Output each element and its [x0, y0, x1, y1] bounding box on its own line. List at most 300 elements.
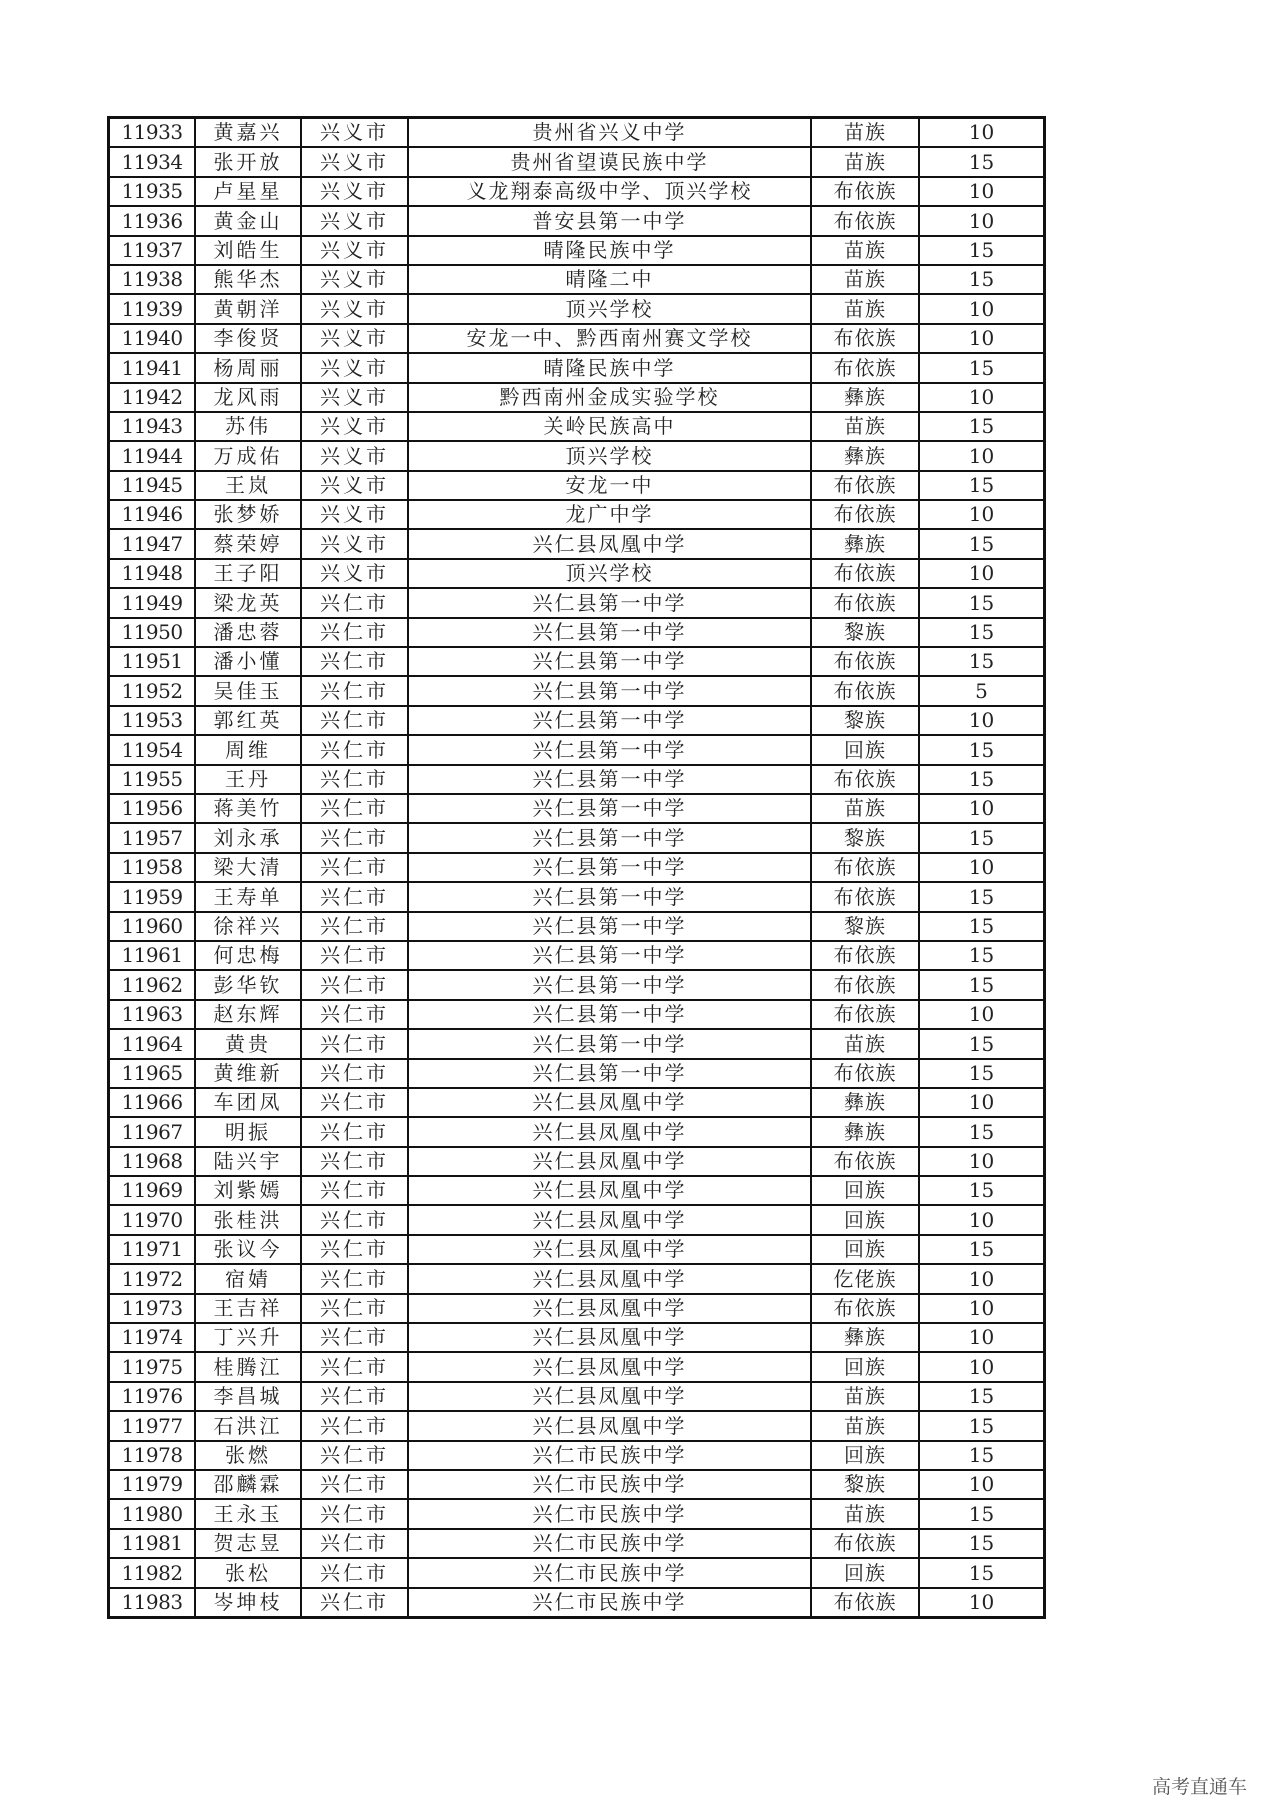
name-cell: 郭红英 — [195, 706, 301, 735]
city-cell: 兴义市 — [301, 206, 408, 235]
ethnicity-cell: 布依族 — [811, 471, 919, 500]
table-row — [109, 383, 1045, 412]
table-row — [109, 441, 1045, 470]
score-cell: 15 — [919, 1235, 1045, 1264]
school-cell: 安龙一中、黔西南州赛文学校 — [408, 324, 811, 353]
score-cell: 10 — [919, 206, 1045, 235]
name-cell: 龙风雨 — [195, 383, 301, 412]
score-cell: 10 — [919, 794, 1045, 823]
id-cell: 11970 — [109, 1205, 196, 1234]
table-row — [109, 676, 1045, 705]
city-cell: 兴仁市 — [301, 1323, 408, 1352]
table-row — [109, 1294, 1045, 1323]
ethnicity-cell: 布依族 — [811, 206, 919, 235]
school-cell: 兴仁市民族中学 — [408, 1588, 811, 1618]
city-cell: 兴仁市 — [301, 1294, 408, 1323]
name-cell: 黄贵 — [195, 1029, 301, 1058]
name-cell: 张梦娇 — [195, 500, 301, 529]
name-cell: 李俊贤 — [195, 324, 301, 353]
name-cell: 蔡荣婷 — [195, 529, 301, 558]
school-cell: 兴仁县凤凰中学 — [408, 1411, 811, 1440]
table-row — [109, 1323, 1045, 1352]
city-cell: 兴仁市 — [301, 912, 408, 941]
score-cell: 10 — [919, 706, 1045, 735]
name-cell: 刘紫嫣 — [195, 1176, 301, 1205]
city-cell: 兴仁市 — [301, 1382, 408, 1411]
city-cell: 兴义市 — [301, 324, 408, 353]
school-cell: 兴仁市民族中学 — [408, 1441, 811, 1470]
school-cell: 兴仁县凤凰中学 — [408, 1147, 811, 1176]
table-row — [109, 559, 1045, 588]
roster-table-body — [109, 118, 1045, 1618]
ethnicity-cell: 布依族 — [811, 1529, 919, 1558]
table-row — [109, 647, 1045, 676]
id-cell: 11975 — [109, 1352, 196, 1381]
score-cell: 10 — [919, 177, 1045, 206]
table-row — [109, 1147, 1045, 1176]
id-cell: 11954 — [109, 735, 196, 764]
name-cell: 熊华杰 — [195, 265, 301, 294]
school-cell: 兴仁县第一中学 — [408, 706, 811, 735]
table-row — [109, 529, 1045, 558]
id-cell: 11935 — [109, 177, 196, 206]
name-cell: 张燃 — [195, 1441, 301, 1470]
school-cell: 兴仁县第一中学 — [408, 912, 811, 941]
score-cell: 10 — [919, 441, 1045, 470]
ethnicity-cell: 布依族 — [811, 177, 919, 206]
city-cell: 兴义市 — [301, 529, 408, 558]
table-row — [109, 1117, 1045, 1146]
ethnicity-cell: 苗族 — [811, 412, 919, 441]
name-cell: 王吉祥 — [195, 1294, 301, 1323]
id-cell: 11939 — [109, 294, 196, 323]
city-cell: 兴义市 — [301, 177, 408, 206]
table-row — [109, 853, 1045, 882]
score-cell: 15 — [919, 823, 1045, 852]
score-cell: 15 — [919, 529, 1045, 558]
city-cell: 兴仁市 — [301, 1529, 408, 1558]
name-cell: 杨周丽 — [195, 353, 301, 382]
name-cell: 潘忠蓉 — [195, 618, 301, 647]
table-row — [109, 1411, 1045, 1440]
name-cell: 黄朝洋 — [195, 294, 301, 323]
id-cell: 11969 — [109, 1176, 196, 1205]
table-row — [109, 706, 1045, 735]
ethnicity-cell: 黎族 — [811, 618, 919, 647]
table-row — [109, 794, 1045, 823]
score-cell: 10 — [919, 383, 1045, 412]
table-row — [109, 265, 1045, 294]
ethnicity-cell: 布依族 — [811, 500, 919, 529]
name-cell: 梁龙英 — [195, 588, 301, 617]
city-cell: 兴仁市 — [301, 853, 408, 882]
school-cell: 兴仁县凤凰中学 — [408, 1088, 811, 1117]
city-cell: 兴仁市 — [301, 1411, 408, 1440]
score-cell: 10 — [919, 559, 1045, 588]
id-cell: 11940 — [109, 324, 196, 353]
score-cell: 10 — [919, 1264, 1045, 1293]
city-cell: 兴仁市 — [301, 1235, 408, 1264]
ethnicity-cell: 苗族 — [811, 236, 919, 265]
city-cell: 兴仁市 — [301, 941, 408, 970]
id-cell: 11979 — [109, 1470, 196, 1499]
table-row — [109, 1088, 1045, 1117]
score-cell: 15 — [919, 471, 1045, 500]
id-cell: 11955 — [109, 765, 196, 794]
id-cell: 11968 — [109, 1147, 196, 1176]
school-cell: 贵州省望谟民族中学 — [408, 147, 811, 176]
ethnicity-cell: 苗族 — [811, 118, 919, 148]
school-cell: 普安县第一中学 — [408, 206, 811, 235]
ethnicity-cell: 回族 — [811, 1205, 919, 1234]
id-cell: 11983 — [109, 1588, 196, 1618]
school-cell: 顶兴学校 — [408, 559, 811, 588]
id-cell: 11974 — [109, 1323, 196, 1352]
city-cell: 兴义市 — [301, 441, 408, 470]
score-cell: 15 — [919, 236, 1045, 265]
score-cell: 15 — [919, 735, 1045, 764]
ethnicity-cell: 黎族 — [811, 1470, 919, 1499]
school-cell: 兴仁县第一中学 — [408, 794, 811, 823]
score-cell: 15 — [919, 1441, 1045, 1470]
id-cell: 11958 — [109, 853, 196, 882]
ethnicity-cell: 苗族 — [811, 1382, 919, 1411]
name-cell: 王子阳 — [195, 559, 301, 588]
name-cell: 贺志昱 — [195, 1529, 301, 1558]
city-cell: 兴仁市 — [301, 970, 408, 999]
city-cell: 兴义市 — [301, 353, 408, 382]
id-cell: 11943 — [109, 412, 196, 441]
city-cell: 兴仁市 — [301, 1264, 408, 1293]
id-cell: 11945 — [109, 471, 196, 500]
school-cell: 兴仁县第一中学 — [408, 882, 811, 911]
score-cell: 15 — [919, 1059, 1045, 1088]
ethnicity-cell: 回族 — [811, 1352, 919, 1381]
ethnicity-cell: 仡佬族 — [811, 1264, 919, 1293]
city-cell: 兴仁市 — [301, 1441, 408, 1470]
score-cell: 15 — [919, 912, 1045, 941]
id-cell: 11959 — [109, 882, 196, 911]
school-cell: 兴仁县凤凰中学 — [408, 1205, 811, 1234]
city-cell: 兴仁市 — [301, 1588, 408, 1618]
city-cell: 兴仁市 — [301, 1000, 408, 1029]
score-cell: 15 — [919, 1117, 1045, 1146]
ethnicity-cell: 苗族 — [811, 147, 919, 176]
table-row — [109, 1352, 1045, 1381]
ethnicity-cell: 布依族 — [811, 647, 919, 676]
ethnicity-cell: 布依族 — [811, 970, 919, 999]
table-row — [109, 324, 1045, 353]
ethnicity-cell: 彝族 — [811, 1088, 919, 1117]
school-cell: 安龙一中 — [408, 471, 811, 500]
table-row — [109, 471, 1045, 500]
name-cell: 张松 — [195, 1558, 301, 1587]
score-cell: 15 — [919, 765, 1045, 794]
city-cell: 兴义市 — [301, 383, 408, 412]
id-cell: 11977 — [109, 1411, 196, 1440]
watermark: 高考直通车 — [1152, 1776, 1248, 1798]
id-cell: 11952 — [109, 676, 196, 705]
name-cell: 刘永承 — [195, 823, 301, 852]
city-cell: 兴仁市 — [301, 588, 408, 617]
id-cell: 11965 — [109, 1059, 196, 1088]
ethnicity-cell: 布依族 — [811, 1294, 919, 1323]
ethnicity-cell: 彝族 — [811, 529, 919, 558]
ethnicity-cell: 黎族 — [811, 912, 919, 941]
school-cell: 义龙翔泰高级中学、顶兴学校 — [408, 177, 811, 206]
score-cell: 10 — [919, 1323, 1045, 1352]
ethnicity-cell: 回族 — [811, 1235, 919, 1264]
id-cell: 11937 — [109, 236, 196, 265]
name-cell: 王岚 — [195, 471, 301, 500]
school-cell: 关岭民族高中 — [408, 412, 811, 441]
school-cell: 兴仁市民族中学 — [408, 1529, 811, 1558]
score-cell: 10 — [919, 500, 1045, 529]
table-row — [109, 1441, 1045, 1470]
name-cell: 张桂洪 — [195, 1205, 301, 1234]
school-cell: 兴仁县第一中学 — [408, 735, 811, 764]
table-row — [109, 941, 1045, 970]
table-row — [109, 1059, 1045, 1088]
table-row — [109, 177, 1045, 206]
table-row — [109, 1588, 1045, 1618]
id-cell: 11964 — [109, 1029, 196, 1058]
name-cell: 潘小懂 — [195, 647, 301, 676]
school-cell: 兴仁县第一中学 — [408, 676, 811, 705]
score-cell: 15 — [919, 353, 1045, 382]
school-cell: 顶兴学校 — [408, 441, 811, 470]
id-cell: 11946 — [109, 500, 196, 529]
name-cell: 苏伟 — [195, 412, 301, 441]
score-cell: 15 — [919, 941, 1045, 970]
school-cell: 兴仁县第一中学 — [408, 970, 811, 999]
name-cell: 陆兴宇 — [195, 1147, 301, 1176]
school-cell: 兴仁市民族中学 — [408, 1558, 811, 1587]
name-cell: 黄维新 — [195, 1059, 301, 1088]
name-cell: 张开放 — [195, 147, 301, 176]
name-cell: 宿婧 — [195, 1264, 301, 1293]
ethnicity-cell: 布依族 — [811, 353, 919, 382]
school-cell: 兴仁县第一中学 — [408, 823, 811, 852]
score-cell: 15 — [919, 1029, 1045, 1058]
city-cell: 兴仁市 — [301, 1352, 408, 1381]
table-row — [109, 294, 1045, 323]
name-cell: 黄嘉兴 — [195, 118, 301, 148]
table-row — [109, 735, 1045, 764]
city-cell: 兴仁市 — [301, 1499, 408, 1528]
name-cell: 张议今 — [195, 1235, 301, 1264]
id-cell: 11971 — [109, 1235, 196, 1264]
city-cell: 兴仁市 — [301, 1117, 408, 1146]
name-cell: 石洪江 — [195, 1411, 301, 1440]
id-cell: 11942 — [109, 383, 196, 412]
id-cell: 11980 — [109, 1499, 196, 1528]
school-cell: 兴仁市民族中学 — [408, 1499, 811, 1528]
name-cell: 明振 — [195, 1117, 301, 1146]
name-cell: 卢星星 — [195, 177, 301, 206]
score-cell: 10 — [919, 324, 1045, 353]
ethnicity-cell: 布依族 — [811, 324, 919, 353]
ethnicity-cell: 布依族 — [811, 853, 919, 882]
ethnicity-cell: 布依族 — [811, 676, 919, 705]
score-cell: 5 — [919, 676, 1045, 705]
ethnicity-cell: 彝族 — [811, 1117, 919, 1146]
city-cell: 兴义市 — [301, 559, 408, 588]
table-row — [109, 1382, 1045, 1411]
name-cell: 车团凤 — [195, 1088, 301, 1117]
roster-table — [107, 116, 1046, 1619]
ethnicity-cell: 苗族 — [811, 1499, 919, 1528]
table-row — [109, 1000, 1045, 1029]
school-cell: 兴仁县第一中学 — [408, 853, 811, 882]
id-cell: 11947 — [109, 529, 196, 558]
table-row — [109, 353, 1045, 382]
ethnicity-cell: 彝族 — [811, 441, 919, 470]
ethnicity-cell: 布依族 — [811, 559, 919, 588]
table-row — [109, 618, 1045, 647]
id-cell: 11953 — [109, 706, 196, 735]
table-row — [109, 970, 1045, 999]
id-cell: 11951 — [109, 647, 196, 676]
city-cell: 兴义市 — [301, 294, 408, 323]
ethnicity-cell: 布依族 — [811, 1059, 919, 1088]
table-row — [109, 1558, 1045, 1587]
city-cell: 兴仁市 — [301, 1470, 408, 1499]
school-cell: 兴仁县凤凰中学 — [408, 1323, 811, 1352]
school-cell: 顶兴学校 — [408, 294, 811, 323]
score-cell: 10 — [919, 853, 1045, 882]
school-cell: 晴隆民族中学 — [408, 353, 811, 382]
city-cell: 兴仁市 — [301, 618, 408, 647]
name-cell: 丁兴升 — [195, 1323, 301, 1352]
school-cell: 兴仁县凤凰中学 — [408, 1235, 811, 1264]
school-cell: 兴仁县凤凰中学 — [408, 1352, 811, 1381]
city-cell: 兴仁市 — [301, 765, 408, 794]
score-cell: 10 — [919, 1088, 1045, 1117]
score-cell: 15 — [919, 882, 1045, 911]
ethnicity-cell: 彝族 — [811, 1323, 919, 1352]
table-row — [109, 1470, 1045, 1499]
city-cell: 兴义市 — [301, 236, 408, 265]
school-cell: 兴仁县第一中学 — [408, 1029, 811, 1058]
city-cell: 兴仁市 — [301, 823, 408, 852]
city-cell: 兴仁市 — [301, 1205, 408, 1234]
score-cell: 15 — [919, 147, 1045, 176]
id-cell: 11957 — [109, 823, 196, 852]
city-cell: 兴仁市 — [301, 1147, 408, 1176]
city-cell: 兴仁市 — [301, 735, 408, 764]
city-cell: 兴仁市 — [301, 1558, 408, 1587]
school-cell: 兴仁县第一中学 — [408, 1000, 811, 1029]
school-cell: 龙广中学 — [408, 500, 811, 529]
school-cell: 兴仁市民族中学 — [408, 1470, 811, 1499]
id-cell: 11962 — [109, 970, 196, 999]
name-cell: 赵东辉 — [195, 1000, 301, 1029]
city-cell: 兴义市 — [301, 118, 408, 148]
ethnicity-cell: 回族 — [811, 1441, 919, 1470]
school-cell: 兴仁县凤凰中学 — [408, 1264, 811, 1293]
score-cell: 10 — [919, 1205, 1045, 1234]
school-cell: 兴仁县第一中学 — [408, 1059, 811, 1088]
table-row — [109, 588, 1045, 617]
score-cell: 10 — [919, 1147, 1045, 1176]
city-cell: 兴仁市 — [301, 1059, 408, 1088]
name-cell: 吴佳玉 — [195, 676, 301, 705]
id-cell: 11961 — [109, 941, 196, 970]
ethnicity-cell: 黎族 — [811, 823, 919, 852]
table-row — [109, 1235, 1045, 1264]
score-cell: 10 — [919, 294, 1045, 323]
name-cell: 何忠梅 — [195, 941, 301, 970]
ethnicity-cell: 黎族 — [811, 706, 919, 735]
id-cell: 11949 — [109, 588, 196, 617]
school-cell: 贵州省兴义中学 — [408, 118, 811, 148]
table-row — [109, 912, 1045, 941]
score-cell: 10 — [919, 1352, 1045, 1381]
id-cell: 11973 — [109, 1294, 196, 1323]
id-cell: 11960 — [109, 912, 196, 941]
score-cell: 15 — [919, 1176, 1045, 1205]
city-cell: 兴义市 — [301, 147, 408, 176]
id-cell: 11933 — [109, 118, 196, 148]
school-cell: 黔西南州金成实验学校 — [408, 383, 811, 412]
ethnicity-cell: 苗族 — [811, 1411, 919, 1440]
ethnicity-cell: 布依族 — [811, 765, 919, 794]
city-cell: 兴仁市 — [301, 647, 408, 676]
table-row — [109, 118, 1045, 148]
school-cell: 兴仁县第一中学 — [408, 941, 811, 970]
score-cell: 10 — [919, 1588, 1045, 1618]
name-cell: 周维 — [195, 735, 301, 764]
school-cell: 兴仁县第一中学 — [408, 588, 811, 617]
id-cell: 11963 — [109, 1000, 196, 1029]
city-cell: 兴义市 — [301, 412, 408, 441]
table-row — [109, 1264, 1045, 1293]
school-cell: 兴仁县凤凰中学 — [408, 529, 811, 558]
school-cell: 晴隆二中 — [408, 265, 811, 294]
ethnicity-cell: 苗族 — [811, 794, 919, 823]
id-cell: 11944 — [109, 441, 196, 470]
id-cell: 11966 — [109, 1088, 196, 1117]
city-cell: 兴仁市 — [301, 676, 408, 705]
table-row — [109, 147, 1045, 176]
score-cell: 15 — [919, 1529, 1045, 1558]
school-cell: 兴仁县凤凰中学 — [408, 1176, 811, 1205]
table-row — [109, 823, 1045, 852]
table-row — [109, 500, 1045, 529]
score-cell: 10 — [919, 118, 1045, 148]
id-cell: 11941 — [109, 353, 196, 382]
ethnicity-cell: 布依族 — [811, 588, 919, 617]
ethnicity-cell: 彝族 — [811, 383, 919, 412]
school-cell: 兴仁县凤凰中学 — [408, 1382, 811, 1411]
id-cell: 11938 — [109, 265, 196, 294]
city-cell: 兴仁市 — [301, 1029, 408, 1058]
score-cell: 15 — [919, 588, 1045, 617]
name-cell: 岑坤枝 — [195, 1588, 301, 1618]
table-row — [109, 412, 1045, 441]
score-cell: 10 — [919, 1000, 1045, 1029]
id-cell: 11976 — [109, 1382, 196, 1411]
school-cell: 兴仁县第一中学 — [408, 647, 811, 676]
city-cell: 兴仁市 — [301, 1088, 408, 1117]
score-cell: 15 — [919, 970, 1045, 999]
ethnicity-cell: 回族 — [811, 1176, 919, 1205]
school-cell: 兴仁县凤凰中学 — [408, 1117, 811, 1146]
table-row — [109, 882, 1045, 911]
name-cell: 徐祥兴 — [195, 912, 301, 941]
score-cell: 10 — [919, 1294, 1045, 1323]
